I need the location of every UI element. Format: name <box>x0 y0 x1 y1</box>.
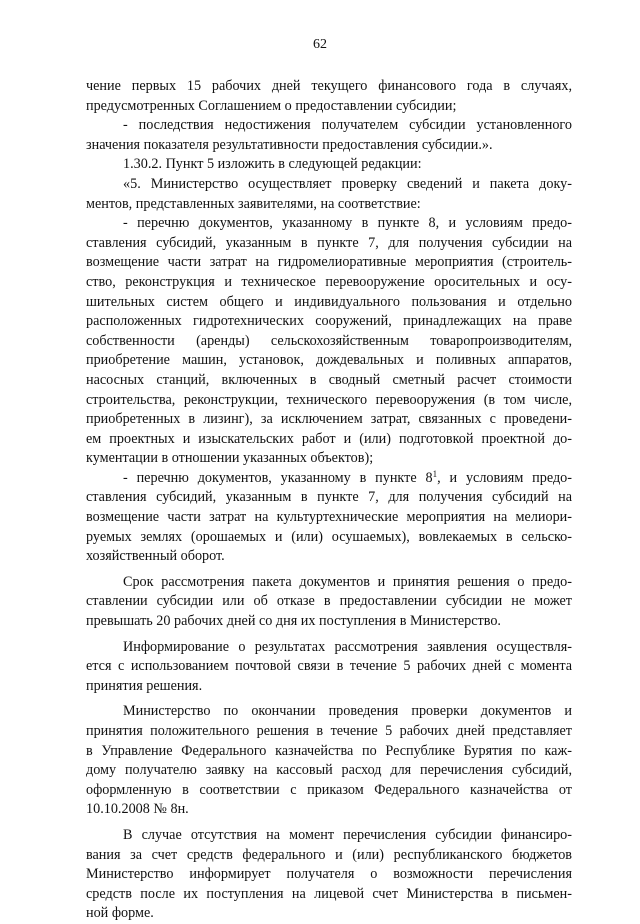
text-line: 1.30.2. Пункт 5 изложить в следующей редакции: <box>123 156 422 173</box>
paragraph <box>86 155 572 175</box>
text-line: ется с использованием почтовой связи в течение 5 рабочих дней с момента <box>86 658 572 675</box>
text-line: предусмотренных Соглашением о предоставлении субсидии; <box>86 97 457 114</box>
text-line: - последствия недостижения получателем субсидии установленного <box>123 117 572 134</box>
page-number: 62 <box>313 37 327 52</box>
text-line: чение первых 15 рабочих дней текущего финансового года в случаях, <box>86 78 572 94</box>
text-line: принятия положительного решения в течение 5 рабочих дней представляет <box>86 723 572 739</box>
text-fragment: , и условиям предо- <box>437 469 572 486</box>
text-line: превышать 20 рабочих дней со дня их поступления в Министерство. <box>86 613 501 630</box>
text-line: ставления субсидий, указанным в пункте 7, для получения субсидий на <box>86 489 572 506</box>
text-line: значения показателя результативности предоставления субсидии.». <box>86 136 493 153</box>
text-line: ной форме. <box>86 905 154 922</box>
text-line: дому получателю заявку на кассовый расход для перечисления субсидий, <box>86 762 572 779</box>
text-line: руемых землях (орошаемых и (или) осушаемых), вовлекаемых в сельско- <box>86 528 572 545</box>
paragraph <box>86 826 572 924</box>
paragraph <box>86 77 572 116</box>
document-body <box>86 77 572 924</box>
paragraph <box>86 469 572 567</box>
paragraph <box>86 116 572 155</box>
text-line: собственности (аренды) сельскохозяйственным товаропроизводителям, <box>86 332 572 349</box>
text-line: насосных станций, включенных в сводный сметный расчет стоимости <box>86 371 572 388</box>
text-line: приобретенных в лизинг), за исключением затрат, связанных с проведени- <box>86 411 572 428</box>
text-line: ставлении субсидии или об отказе в предоставлении субсидии не может <box>86 593 572 610</box>
text-fragment: - перечню документов, указанному в пункте 8 <box>123 469 433 486</box>
text-line: оформленную в соответствии с приказом Федерального казначейства от <box>86 781 572 798</box>
text-line: принятия решения. <box>86 677 203 694</box>
text-line: хозяйственный оборот. <box>86 548 225 565</box>
text-line: - перечню документов, указанному в пункте 8, и условиям предо- <box>123 215 572 232</box>
text-line: шительных систем общего и индивидуального пользования и отдельно <box>86 293 572 310</box>
text-line: Министерство информирует получателя о возможности перечисления <box>86 866 572 883</box>
text-line: в Управление Федерального казначейства по Республике Бурятия по каж- <box>86 742 572 759</box>
text-line: строительства, реконструкции, технического перевооружения (в том числе, <box>86 391 572 408</box>
paragraph <box>86 638 572 697</box>
text-line: «5. Министерство осуществляет проверку сведений и пакета доку- <box>123 175 572 192</box>
text-line: 10.10.2008 № 8н. <box>86 801 189 818</box>
text-line: вания за счет средств федерального и (или) республиканского бюджетов <box>86 846 572 863</box>
text-line: Министерство по окончании проведения проверки документов и <box>123 703 572 720</box>
text-line: ставления субсидий, указанным в пункте 7, для получения субсидии на <box>86 234 572 251</box>
paragraph <box>86 214 572 469</box>
text-line: Срок рассмотрения пакета документов и принятия решения о предо- <box>123 573 572 590</box>
text-line: ство, реконструкция и техническое перевооружение оросительных и осу- <box>86 273 572 290</box>
text-line: Информирование о результатах рассмотрения заявления осуществля- <box>123 638 572 655</box>
paragraph <box>86 573 572 632</box>
text-line: возмещение части затрат на культуртехнические мероприятия на мелиори- <box>86 509 572 526</box>
paragraph <box>86 702 572 820</box>
text-line: средств после их поступления на лицевой счет Министерства в письмен- <box>86 885 572 902</box>
text-line: возмещение части затрат на гидромелиоративные мероприятия (строитель- <box>86 254 572 271</box>
text-line: ем проектных и изыскательских работ и (или) подготовкой проектной до- <box>86 430 572 447</box>
text-line: В случае отсутствия на момент перечисления субсидии финансиро- <box>123 826 572 843</box>
text-line: приобретение машин, установок, дождевальных и поливных аппаратов, <box>86 352 572 369</box>
text-line <box>86 469 572 489</box>
paragraph <box>86 175 572 214</box>
text-line: ментов, представленных заявителями, на соответствие: <box>86 195 421 212</box>
superscript: 1 <box>432 468 438 479</box>
text-line: кументации в отношении указанных объектов); <box>86 450 374 467</box>
text-line: расположенных гидротехнических сооружений, принадлежащих на праве <box>86 313 572 330</box>
